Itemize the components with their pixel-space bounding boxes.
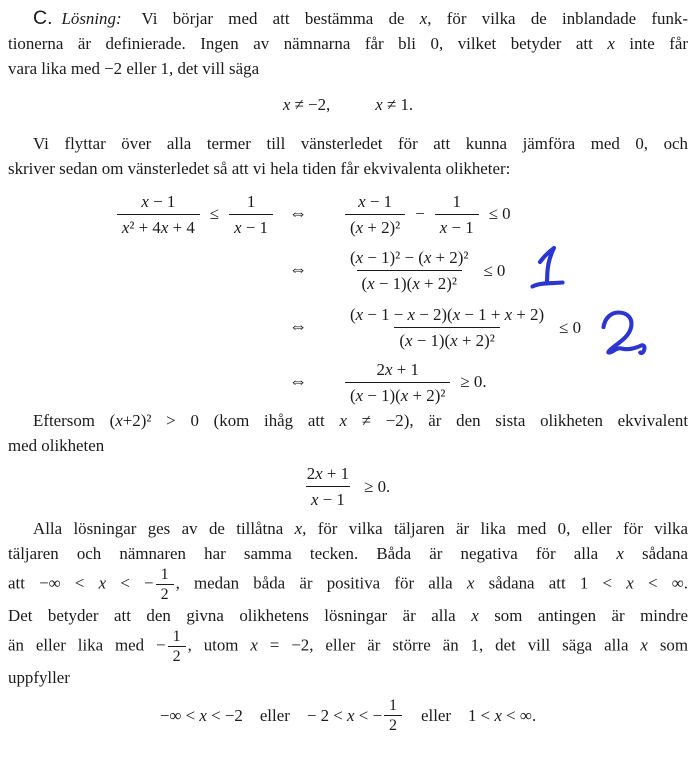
para4-line4: Det betyder att den givna olikhetens lösningar är alla x som antingen är mindre bbox=[8, 606, 688, 625]
display-domain-restrictions bbox=[8, 92, 688, 118]
numerator: x − 1 bbox=[358, 191, 393, 211]
numerator: 1 bbox=[452, 191, 461, 211]
inline-fraction bbox=[168, 628, 186, 665]
para4-line3: att −∞ < x < − $\frac{1}{2}$ , medan båda är positiva för alla x sådana att 1 < x < ∞. bbox=[8, 566, 689, 603]
numerator: 2x + 1 bbox=[376, 359, 419, 379]
numerator: 2x + 1 bbox=[306, 464, 350, 483]
equivalence-arrow-icon: ⇔ bbox=[288, 260, 308, 280]
denominator: (x − 1)(x + 2)² bbox=[345, 382, 450, 407]
equation-rhs bbox=[320, 303, 688, 352]
or-word: eller bbox=[259, 705, 290, 725]
interval-1: −∞ < x < −2 bbox=[159, 705, 243, 725]
relation-symbol: ≤ bbox=[209, 204, 220, 223]
interval-3: 1 < x < ∞. bbox=[468, 705, 537, 725]
inline-fraction bbox=[384, 697, 402, 734]
numerator: 1 bbox=[389, 697, 397, 714]
equivalence-arrow-icon: ⇔ bbox=[288, 371, 308, 392]
equation-row-1 bbox=[8, 186, 688, 242]
display-simplified-inequality bbox=[8, 462, 688, 511]
inline-fraction bbox=[156, 566, 174, 603]
relation-tail: ≥ 0. bbox=[460, 372, 487, 391]
numerator: (x − 1 − x − 2)(x − 1 + x + 2) bbox=[350, 305, 545, 324]
fraction bbox=[345, 358, 450, 407]
numerator: x − 1 bbox=[141, 191, 176, 211]
or-word: eller bbox=[421, 705, 452, 725]
restriction-left: x ≠ −2, bbox=[282, 95, 331, 114]
equation-row-2 bbox=[8, 242, 688, 299]
ink-stroke bbox=[533, 248, 563, 287]
equation-chain bbox=[8, 186, 688, 408]
para3-line2: med olikheten bbox=[8, 436, 105, 455]
equation-rhs bbox=[320, 358, 688, 407]
equation-rhs bbox=[320, 246, 688, 295]
denominator: 2 bbox=[156, 584, 174, 603]
para4-line5: än eller lika med − $\frac{1}{2}$ , utom x = −2, eller är större än 1, det vill säga alla x som bbox=[8, 628, 688, 665]
fraction bbox=[345, 246, 473, 295]
para4-line6: uppfyller bbox=[8, 668, 70, 687]
para4-line1: Alla lösningar ges av de tillåtna x, för vilka täljaren är lika med 0, eller för vilka bbox=[33, 519, 688, 538]
para1-line3: vara lika med −2 eller 1, det vill säga bbox=[8, 59, 260, 78]
para3-line1: Eftersom (x+2)² > 0 (kom ihåg att x ≠ −2), är den sista olikheten ekvivalent bbox=[33, 411, 689, 430]
fraction bbox=[117, 190, 200, 239]
fraction bbox=[435, 190, 479, 239]
equation-row-4 bbox=[8, 356, 688, 408]
fraction bbox=[345, 190, 405, 239]
denominator: (x + 2)² bbox=[345, 214, 405, 239]
para4-line2: täljaren och nämnaren har samma tecken. Båda är negativa för alla x sådana bbox=[8, 544, 688, 563]
relation-tail: ≤ 0 bbox=[488, 204, 511, 223]
denominator: x² + 4x + 4 bbox=[117, 214, 200, 239]
equivalence-arrow-icon: ⇔ bbox=[288, 317, 308, 337]
display-final-answer bbox=[8, 697, 688, 734]
relation-tail: ≤ 0 bbox=[559, 317, 582, 337]
handwritten-mark-1 bbox=[528, 245, 566, 289]
minus-operator: − bbox=[415, 204, 425, 223]
equation-rhs bbox=[320, 190, 688, 239]
relation-tail: ≤ 0 bbox=[483, 260, 506, 280]
denominator: 2 bbox=[384, 715, 402, 734]
equivalence-arrow-icon: ⇔ bbox=[288, 203, 308, 224]
para2-line1: Vi flyttar över alla termer till vänsterledet för att kunna jämföra med 0, och bbox=[33, 134, 688, 153]
numerator: 1 bbox=[160, 566, 169, 583]
denominator: x − 1 bbox=[306, 486, 350, 511]
denominator: x − 1 bbox=[229, 214, 273, 239]
fraction bbox=[345, 303, 549, 352]
para1-line2: tionerna är definierade. Ingen av nämnarna får bli 0, vilket betyder att x inte får bbox=[8, 34, 688, 53]
denominator: 2 bbox=[168, 646, 186, 665]
interval-2: − 2 < x < − bbox=[306, 705, 382, 725]
denominator: x − 1 bbox=[435, 214, 479, 239]
numerator: (x − 1)² − (x + 2)² bbox=[350, 248, 469, 267]
fraction bbox=[229, 190, 273, 239]
denominator: (x − 1)(x + 2)² bbox=[394, 327, 499, 352]
handwritten-mark-2 bbox=[598, 310, 648, 356]
ink-stroke bbox=[604, 312, 645, 353]
fraction bbox=[302, 462, 354, 511]
denominator: (x − 1)(x + 2)² bbox=[357, 270, 462, 295]
para1-line1: C. Lösning: Vi börjar med att bestämma de x, för vilka de inblandade funk- bbox=[33, 7, 688, 29]
para2-line2: skriver sedan om vänsterledet så att vi hela tiden får ekvivalenta olikheter: bbox=[8, 159, 511, 178]
equation-row-3 bbox=[8, 299, 688, 356]
relation-tail: ≥ 0. bbox=[364, 476, 391, 496]
numerator: 1 bbox=[246, 191, 256, 211]
restriction-right: x ≠ 1. bbox=[375, 95, 414, 114]
numerator: 1 bbox=[172, 628, 181, 645]
equation-lhs bbox=[8, 190, 276, 239]
